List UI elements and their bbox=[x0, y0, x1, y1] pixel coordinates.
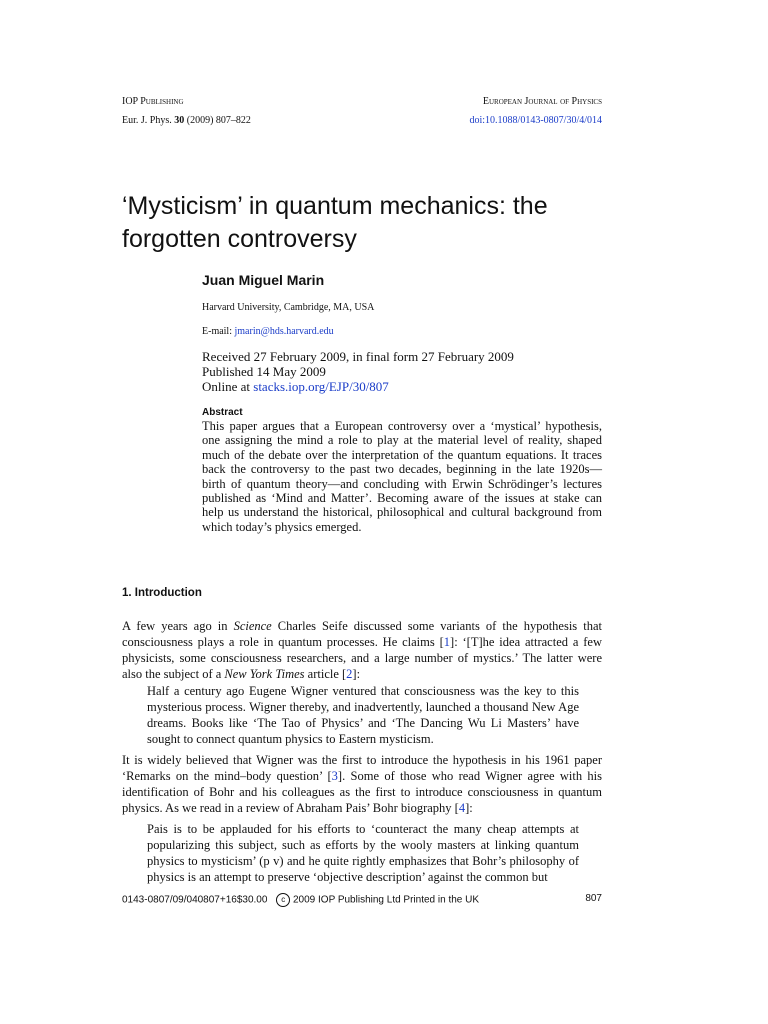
abstract-text: This paper argues that a European controversy over a ‘mystical’ hypothesis, one assigning the mind a role to play at the material level of reality, shaped much of the debate over the interpretation of the quantum equations. It traces back the controversy to the past two decades, beginning in the late 1920s—birth of quantum theory—and concluding with Erwin Schrödinger’s lectures published as ‘Mind and Matter’. Becoming aware of the issues at stake can help us understand the historical, philosophical and cultural background from which today’s physics emerged. bbox=[202, 419, 602, 534]
copyright-icon: c bbox=[276, 893, 290, 907]
author-affiliation: Harvard University, Cambridge, MA, USA bbox=[202, 302, 375, 313]
citation: Eur. J. Phys. 30 (2009) 807–822 bbox=[122, 115, 251, 126]
abstract-heading: Abstract bbox=[202, 407, 243, 418]
footer-copyright: 2009 IOP Publishing Ltd Printed in the UK bbox=[290, 894, 480, 906]
reference-link-2[interactable]: 2 bbox=[346, 667, 353, 681]
publication-dates bbox=[202, 349, 514, 394]
intro-paragraph-2: It is widely believed that Wigner was the first to introduce the hypothesis in his 1961 paper ‘Remarks on the mind–body question’ [3]. Some of those who read Wigner agree with his identification of Bohr and his colleagues as the first to introduce consciousness in quantum physics. As we read in a review of Abraham Pais’ Bohr biography [4]: bbox=[122, 753, 603, 815]
email-link[interactable]: jmarin@hds.harvard.edu bbox=[234, 326, 334, 337]
paper-title: ‘Mysticism’ in quantum mechanics: the forgotten controversy bbox=[122, 192, 548, 253]
footer-line bbox=[122, 893, 479, 907]
reference-link-3[interactable]: 3 bbox=[331, 769, 338, 783]
citation-volume: 30 bbox=[174, 115, 185, 126]
section-heading-introduction: 1. Introduction bbox=[122, 587, 202, 599]
author-email: E-mail: jmarin@hds.harvard.edu bbox=[202, 326, 334, 337]
intro-paragraph-1: A few years ago in Science Charles Seife discussed some variants of the hypothesis that consciousness plays a role in quantum processes. He claims [1]: ‘[T]he idea attracted a few physicists, some consciousness researchers, and a large number of mystics.’ The latter were also the subject of a New York Times article [2]: bbox=[122, 619, 603, 681]
block-quote-1: Half a century ago Eugene Wigner ventured that consciousness was the key to this mysterious process. Wigner thereby, and inadvertently, launched a thousand New Age dreams. Books like ‘The Tao of Physics’ and ‘The Dancing Wu Li Masters’ have sought to connect quantum physics to Eastern mysticism. bbox=[147, 684, 579, 746]
online-url-link[interactable]: stacks.iop.org/EJP/30/807 bbox=[253, 379, 389, 394]
page-number: 807 bbox=[585, 893, 602, 904]
online-line: Online at stacks.iop.org/EJP/30/807 bbox=[202, 379, 389, 394]
block-quote-2: Pais is to be applauded for his efforts to ‘counteract the many cheap attempts at popularizing this subject, such as efforts by the wooly masters at linking quantum physics to mysticism’ (p v) and he quite rightly emphasizes that Bohr’s philosophy of physics is an attempt to preserve ‘objective description’ against the common but bbox=[147, 822, 579, 884]
reference-link-4[interactable]: 4 bbox=[458, 801, 466, 815]
publisher-header: IOP Publishing bbox=[122, 96, 184, 107]
published-date: Published 14 May 2009 bbox=[202, 364, 326, 379]
author-name: Juan Miguel Marin bbox=[202, 272, 325, 288]
received-date: Received 27 February 2009, in final form 27 February 2009 bbox=[202, 349, 514, 364]
footer-code: 0143-0807/09/040807+16$30.00 bbox=[122, 894, 268, 906]
doi-link[interactable]: doi:10.1088/0143-0807/30/4/014 bbox=[469, 115, 602, 126]
reference-link-1[interactable]: 1 bbox=[443, 635, 451, 649]
journal-header: European Journal of Physics bbox=[482, 96, 602, 107]
